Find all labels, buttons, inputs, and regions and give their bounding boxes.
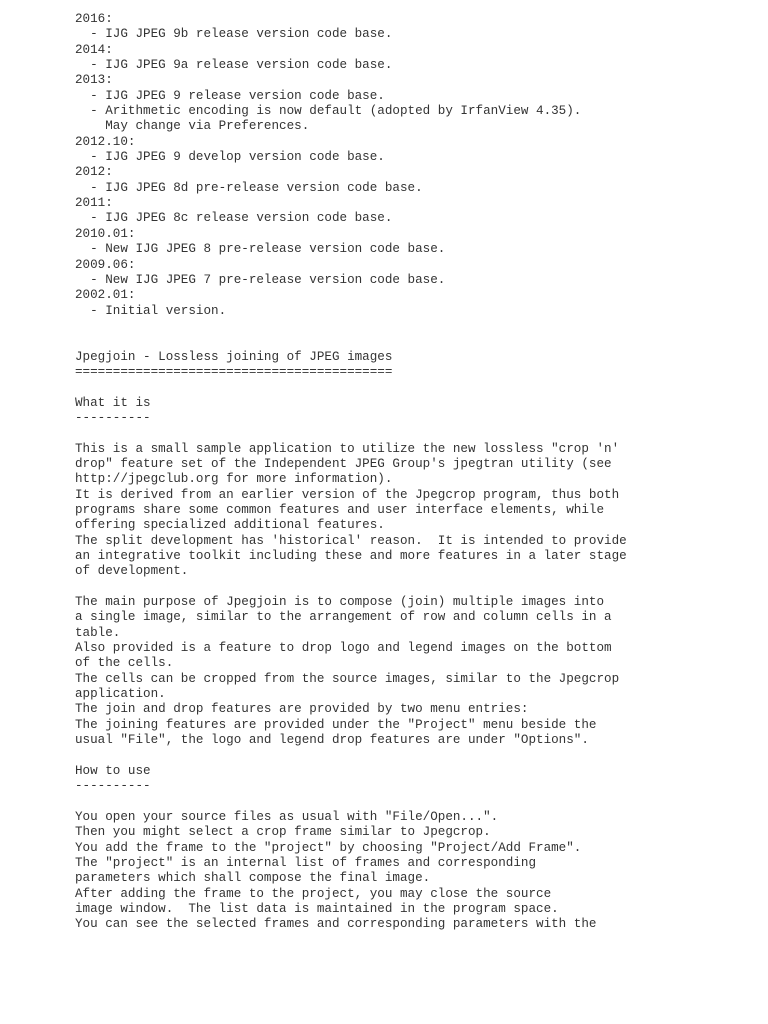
text-line: - IJG JPEG 8d pre-release version code base. [75, 180, 423, 195]
text-line: drop" feature set of the Independent JPEG Group's jpegtran utility (see [75, 456, 612, 471]
blank-line [75, 580, 755, 595]
text-line: - IJG JPEG 9a release version code base. [75, 58, 393, 73]
text-line: You add the frame to the "project" by choosing "Project/Add Frame". [75, 840, 582, 855]
text-line: 2012.10: [75, 134, 136, 149]
text-line: 2016: [75, 12, 113, 26]
text-line: The joining features are provided under the "Project" menu beside the [75, 717, 597, 732]
text-line: 2009.06: [75, 257, 136, 272]
text-line: 2012: [75, 165, 113, 180]
blank-line [75, 795, 755, 810]
text-line: a single image, similar to the arrangement of row and column cells in a [75, 610, 612, 625]
blank-line [75, 380, 755, 395]
subsection-underline: ---------- [75, 779, 151, 794]
text-line: You open your source files as usual with "File/Open...". [75, 809, 499, 824]
text-line: The join and drop features are provided by two menu entries: [75, 702, 529, 717]
text-line: - Initial version. [75, 303, 227, 318]
text-line: 2002.01: [75, 288, 136, 303]
text-line: After adding the frame to the project, you may close the source [75, 886, 552, 901]
text-line: Then you might select a crop frame similar to Jpegcrop. [75, 825, 491, 840]
text-line: - IJG JPEG 9b release version code base. [75, 27, 393, 42]
blank-line [75, 749, 755, 764]
text-line: parameters which shall compose the final image. [75, 871, 431, 886]
subsection-heading: How to use [75, 763, 151, 778]
text-line: application. [75, 687, 166, 702]
text-line: an integrative toolkit including these and more features in a later stage [75, 549, 627, 564]
text-line: offering specialized additional features. [75, 518, 385, 533]
text-line: It is derived from an earlier version of the Jpegcrop program, thus both [75, 487, 620, 502]
text-line: of development. [75, 564, 189, 579]
text-line: table. [75, 625, 121, 640]
text-line: You can see the selected frames and corresponding parameters with the [75, 917, 597, 932]
text-line: The main purpose of Jpegjoin is to compose (join) multiple images into [75, 595, 605, 610]
text-line: Also provided is a feature to drop logo and legend images on the bottom [75, 641, 612, 656]
subsection-underline: ---------- [75, 410, 151, 425]
blank-line [75, 319, 755, 334]
blank-line [75, 334, 755, 349]
text-line: The split development has 'historical' reason. It is intended to provide [75, 533, 627, 548]
text-line: The cells can be cropped from the source images, similar to the Jpegcrop [75, 671, 620, 686]
text-line: usual "File", the logo and legend drop features are under "Options". [75, 733, 589, 748]
text-line: http://jpegclub.org for more information). [75, 472, 393, 487]
text-line: - IJG JPEG 8c release version code base. [75, 211, 393, 226]
text-line: - IJG JPEG 9 develop version code base. [75, 150, 385, 165]
text-line: 2010.01: [75, 226, 136, 241]
text-line: of the cells. [75, 656, 174, 671]
text-line: image window. The list data is maintained in the program space. [75, 901, 559, 916]
text-line: This is a small sample application to utilize the new lossless "crop 'n' [75, 441, 620, 456]
subsection-heading: What it is [75, 395, 151, 410]
text-line: - New IJG JPEG 7 pre-release version code base. [75, 272, 446, 287]
document-page [75, 12, 755, 933]
text-line: - New IJG JPEG 8 pre-release version code base. [75, 242, 446, 257]
text-line: - Arithmetic encoding is now default (adopted by IrfanView 4.35). [75, 104, 582, 119]
text-line: The "project" is an internal list of frames and corresponding [75, 855, 537, 870]
text-line: programs share some common features and user interface elements, while [75, 503, 605, 517]
blank-line [75, 426, 755, 441]
section-underline: ========================================== [75, 364, 393, 379]
text-line: May change via Preferences. [75, 119, 310, 134]
text-line: 2011: [75, 196, 113, 211]
text-line: - IJG JPEG 9 release version code base. [75, 88, 385, 103]
text-line: 2014: [75, 42, 113, 57]
section-title: Jpegjoin - Lossless joining of JPEG images [75, 349, 393, 364]
text-line: 2013: [75, 73, 113, 88]
